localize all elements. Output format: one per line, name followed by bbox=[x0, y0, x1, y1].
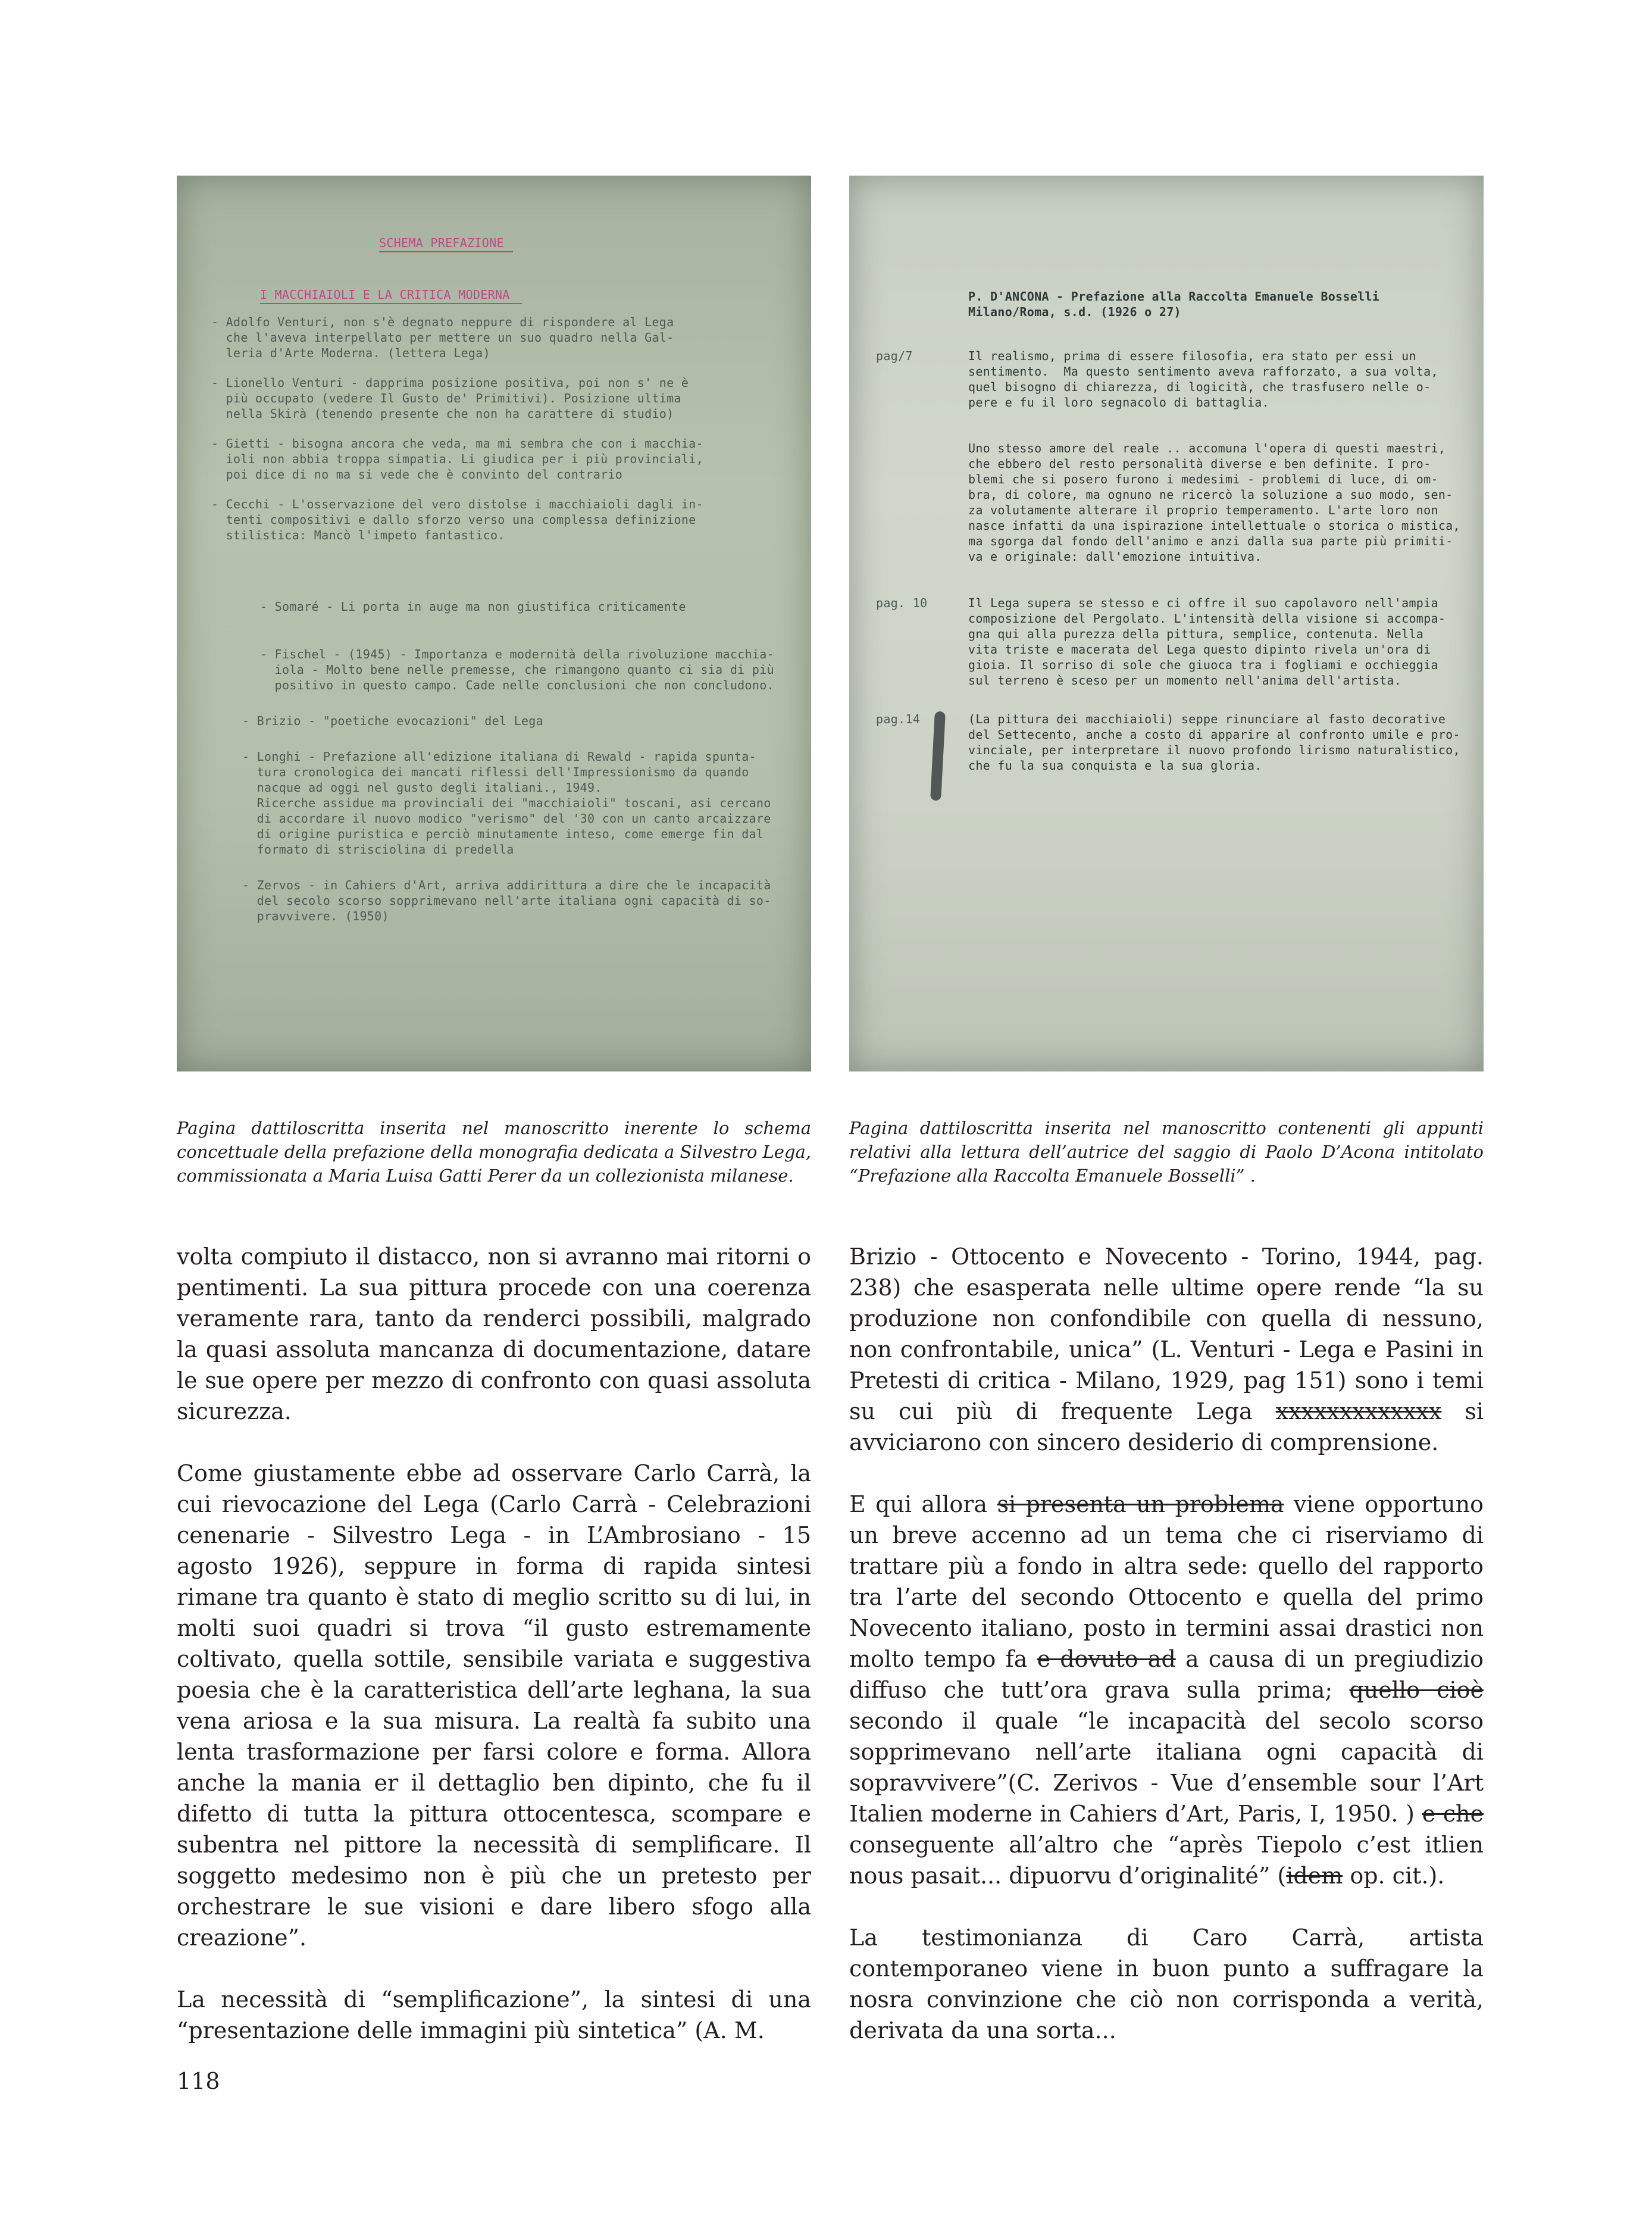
typescript-line: del secolo scorso sopprimevano nell'arte italiana ogni capacità di so- bbox=[242, 894, 771, 908]
typescript-line: Ricerche assidue ma provinciali dei "macchiaioli" toscani, asi cercano bbox=[242, 796, 771, 810]
typescript-line: sentimento. Ma questo sentimento aveva rafforzato, a sua volta, bbox=[968, 364, 1438, 379]
typescript-line: che ebbero del resto personalità diverse e ben definite. I pro- bbox=[968, 457, 1431, 471]
typescript-line: formato di strisciolina di predella bbox=[242, 842, 514, 857]
typescript-sheet-right bbox=[849, 176, 1484, 1071]
typescript-line: blemi che si posero furono i medesimi - problemi di luce, di om- bbox=[968, 472, 1438, 486]
typescript-line: positivo in questo campo. Cade nelle conclusioni che non concludono. bbox=[260, 678, 774, 692]
text-run: si avviciarono con sincero desiderio di comprensione. bbox=[849, 1398, 1484, 1455]
text-run: La necessità di “semplificazione”, la sintesi di una “presentazione delle immagini più sintetica” (A. M. bbox=[177, 1986, 811, 2044]
typescript-line: va e originale: dall'emozione intuitiva. bbox=[968, 549, 1262, 564]
typescript-subheading: I MACCHIAIOLI E LA CRITICA MODERNA bbox=[260, 288, 510, 302]
text-run: conseguente all’altro che “après Tiepolo c’est itlien nous pasait... dipuorvu d’originalité” ( bbox=[849, 1832, 1484, 1889]
typescript-line: sul terreno è sceso per un momento nell'anima dell'artista. bbox=[968, 673, 1402, 688]
struck-text: e che bbox=[1422, 1801, 1484, 1827]
body-paragraph bbox=[177, 1984, 811, 2046]
typescript-line: più occupato (vedere Il Gusto de' Primitivi). Posizione ultima bbox=[211, 391, 681, 405]
typescript-line: (La pittura dei macchiaioli) seppe rinunciare al fasto decorative bbox=[968, 712, 1446, 726]
page-reference-label: pag. 10 bbox=[876, 596, 928, 610]
text-column-right bbox=[849, 1241, 1484, 2077]
typescript-line: Il Lega supera se stesso e ci offre il suo capolavoro nell'ampia bbox=[968, 596, 1438, 610]
typescript-line: - Lionello Venturi - dapprima posizione positiva, poi non s' ne è bbox=[211, 376, 689, 390]
pencil-margin-mark bbox=[930, 711, 946, 801]
typescript-line: quel bisogno di chiarezza, di logicità, che trasfusero nelle o- bbox=[968, 380, 1431, 394]
struck-text: si presenta un problema bbox=[997, 1491, 1284, 1517]
typescript-line: iola - Molto bene nelle premesse, che rimangono quanto ci sia di più bbox=[260, 663, 774, 677]
caption-left: Pagina dattiloscritta inserita nel manoscritto inerente lo schema concettuale della prefazione della monografia dedicata a Silvestro Lega, commissionata a Maria Luisa Gatti Perer da un collezionista milanese. bbox=[177, 1118, 811, 1186]
typescript-line: pere e fu il loro segnacolo di battaglia. bbox=[968, 395, 1269, 410]
typescript-line: composizione del Pergolato. L'intensità della visione si accompa- bbox=[968, 611, 1446, 626]
typescript-line: nella Skirà (tenendo presente che non ha carattere di studio) bbox=[211, 407, 674, 421]
typescript-line: ma sgorga dal fondo dell'animo e anzi dalla sua parte più primiti- bbox=[968, 534, 1453, 548]
body-paragraph bbox=[177, 1241, 811, 1427]
typescript-header-line-1: P. D'ANCONA - Prefazione alla Raccolta Emanuele Bosselli bbox=[968, 289, 1380, 304]
typescript-line: - Gietti - bisogna ancora che veda, ma mi sembra che con i macchia- bbox=[211, 436, 703, 451]
text-run: volta compiuto il distacco, non si avranno mai ritorni o pentimenti. La sua pittura procede con una coerenza veramente rara, tanto da renderci possibili, malgrado la quasi assoluta mancanza di documentazione, datare le sue opere per mezzo di confronto con quasi assoluta sicurezza. bbox=[177, 1244, 811, 1424]
typescript-line: gioia. Il sorriso di sole che giuoca tra i fogliami e occhieggia bbox=[968, 658, 1438, 672]
text-run: viene opportuno un breve accenno ad un tema che ci riserviamo di trattare più a fondo in altra sede: quello del rapporto tra l’arte del secondo Ottocento e quella del primo Novecento italiano, posto in termini assai drastici non molto tempo fa bbox=[849, 1491, 1484, 1672]
typescript-line: pravvivere. (1950) bbox=[242, 909, 389, 923]
text-run: op. cit.). bbox=[1343, 1863, 1445, 1889]
typescript-line: - Brizio - "poetiche evocazioni" del Lega bbox=[242, 714, 543, 728]
typescript-line: poi dice di no ma si vede che è convinto del contrario bbox=[211, 467, 623, 482]
page-reference-label: pag.14 bbox=[876, 712, 921, 726]
typescript-line: - Zervos - in Cahiers d'Art, arriva addirittura a dire che le incapacità bbox=[242, 878, 771, 892]
body-paragraph bbox=[849, 1241, 1484, 1458]
struck-text: idem bbox=[1286, 1863, 1343, 1889]
typescript-line: che fu la sua conquista e la sua gloria. bbox=[968, 758, 1262, 773]
typescript-line: tura cronologica dei mancati riflessi dell'Impressionismo da quando bbox=[242, 765, 749, 779]
text-run: E qui allora bbox=[849, 1491, 997, 1517]
typescript-header-line-2: Milano/Roma, s.d. (1926 o 27) bbox=[968, 305, 1181, 319]
typescript-line: del Settecento, anche a costo di apparire al confronto umile e pro- bbox=[968, 727, 1460, 742]
caption-right: Pagina dattiloscritta inserita nel manoscritto contenenti gli appunti relativi alla lettura dell’autrice del saggio di Paolo D’Acona intitolato “Prefazione alla Raccolta Emanuele Bosselli” . bbox=[849, 1118, 1484, 1186]
page-number: 118 bbox=[177, 2068, 220, 2094]
text-run: Come giustamente ebbe ad osservare Carlo Carrà, la cui rievocazione del Lega (Carlo Carrà - Celebrazioni cenenarie - Silvestro Lega - in L’Ambrosiano - 15 agosto 1926), seppure in forma di rapida sintesi rimane tra quanto è stato di meglio scritto su di lui, in molti suoi quadri si trova “il gusto estremamente coltivato, quella sottile, sensibile variata e suggestiva poesia che è la caratteristica dell’arte leghana, la sua vena ariosa e la sua misura. La realtà fa subito una lenta trasformazione per farsi colore e forma. Allora anche la mania er il dettaglio ben dipinto, che fu il difetto di tutta la pittura ottocentesca, scompare e subentra nel pittore la necessità di semplificare. Il soggetto medesimo non è più che un pretesto per orchestrare le sue visioni e dare libero sfogo alla creazione”. bbox=[177, 1460, 811, 1951]
typescript-line: tenti compositivi e dallo sforzo verso una complessa definizione bbox=[211, 513, 696, 527]
typescript-photo-right bbox=[849, 176, 1484, 1071]
typescript-line: - Adolfo Venturi, non s'è degnato neppure di rispondere al Lega bbox=[211, 315, 674, 329]
typescript-line: nasce infatti da una ispirazione intellettuale o storica o mistica, bbox=[968, 518, 1460, 533]
typescript-line: Il realismo, prima di essere filosofia, era stato per essi un bbox=[968, 349, 1416, 363]
typescript-line: - Longhi - Prefazione all'edizione italiana di Rewald - rapida spunta- bbox=[242, 749, 756, 764]
heading-underline bbox=[379, 251, 513, 252]
typescript-line: - Somaré - Li porta in auge ma non giustifica criticamente bbox=[260, 599, 686, 614]
typescript-line: gna qui alla purezza della pittura, semplice, contenuta. Nella bbox=[968, 627, 1424, 641]
typescript-heading: SCHEMA PREFAZIONE bbox=[379, 236, 504, 250]
body-paragraph bbox=[177, 1458, 811, 1953]
text-column-left bbox=[177, 1241, 811, 2077]
page-reference-label: pag/7 bbox=[876, 349, 913, 363]
typescript-line: nacque ad oggi nel gusto degli italiani., 1949. bbox=[242, 780, 602, 795]
body-paragraph bbox=[849, 1922, 1484, 2046]
text-run: a causa di un pregiudizio diffuso che tutt’ora grava sulla prima; bbox=[849, 1646, 1484, 1703]
typescript-line: leria d'Arte Moderna. (lettera Lega) bbox=[211, 346, 490, 360]
typescript-line: za volutamente alterare il proprio temperamento. L'arte loro non bbox=[968, 503, 1438, 517]
subheading-underline bbox=[260, 303, 522, 304]
typescript-line: vita triste e macerata del Lega questo dipinto rivela un'ora di bbox=[968, 642, 1431, 657]
typescript-line: - Fischel - (1945) - Importanza e modernità della rivoluzione macchia- bbox=[260, 647, 774, 661]
struck-text: xxxxxxxxxxxxx bbox=[1275, 1398, 1442, 1424]
text-run: Brizio - Ottocento e Novecento - Torino, 1944, pag. 238) che esasperata nelle ultime opere rende “la su produzione non confondibile con quella di nessuno, non confrontabile, unica” (L. Venturi - Lega e Pasini in Pretesti di critica - Milano, 1929, pag 151) sono i temi su cui più di frequente Lega bbox=[849, 1244, 1484, 1424]
text-run: La testimonianza di Caro Carrà, artista contemporaneo viene in buon punto a suffragare la nosra convinzione che ciò non corrisponda a verità, derivata da una sorta... bbox=[849, 1925, 1484, 2044]
struck-text: e dovuto ad bbox=[1037, 1646, 1176, 1672]
typescript-line: ioli non abbia troppa simpatia. Li giudica per i più provinciali, bbox=[211, 452, 703, 466]
typescript-line: Uno stesso amore del reale .. accomuna l'opera di questi maestri, bbox=[968, 441, 1446, 455]
typescript-line: - Cecchi - L'osservazione del vero distolse i macchiaioli dagli in- bbox=[211, 497, 703, 511]
text-run: secondo il quale “le incapacità del secolo scorso sopprimevano nell’arte italiana ogni capacità di sopravvivere”(C. Zerivos - Vue d’ensemble sour l’Art Italien moderne in Cahiers d’Art, Paris, I, 1950. ) bbox=[849, 1708, 1484, 1827]
body-paragraph bbox=[849, 1489, 1484, 1891]
typescript-line: che l'aveva interpellato per mettere un suo quadro nella Gal- bbox=[211, 330, 674, 345]
struck-text: quello cioè bbox=[1349, 1677, 1484, 1703]
typescript-sheet-left bbox=[177, 176, 811, 1071]
typescript-line: di origine puristica e perciò minutamente inteso, come emerge fin dal bbox=[242, 827, 764, 841]
typescript-line: bra, di colore, ma ognuno ne ricercò la soluzione a suo modo, sen- bbox=[968, 488, 1453, 502]
typescript-line: stilistica: Mancò l'impeto fantastico. bbox=[211, 528, 505, 542]
typescript-line: vinciale, per interpretare il nuovo profondo lirismo naturalistico, bbox=[968, 743, 1460, 757]
typescript-line: di accordare il nuovo modico "verismo" del '30 con un canto arcaizzare bbox=[242, 811, 771, 826]
typescript-photo-left bbox=[177, 176, 811, 1071]
